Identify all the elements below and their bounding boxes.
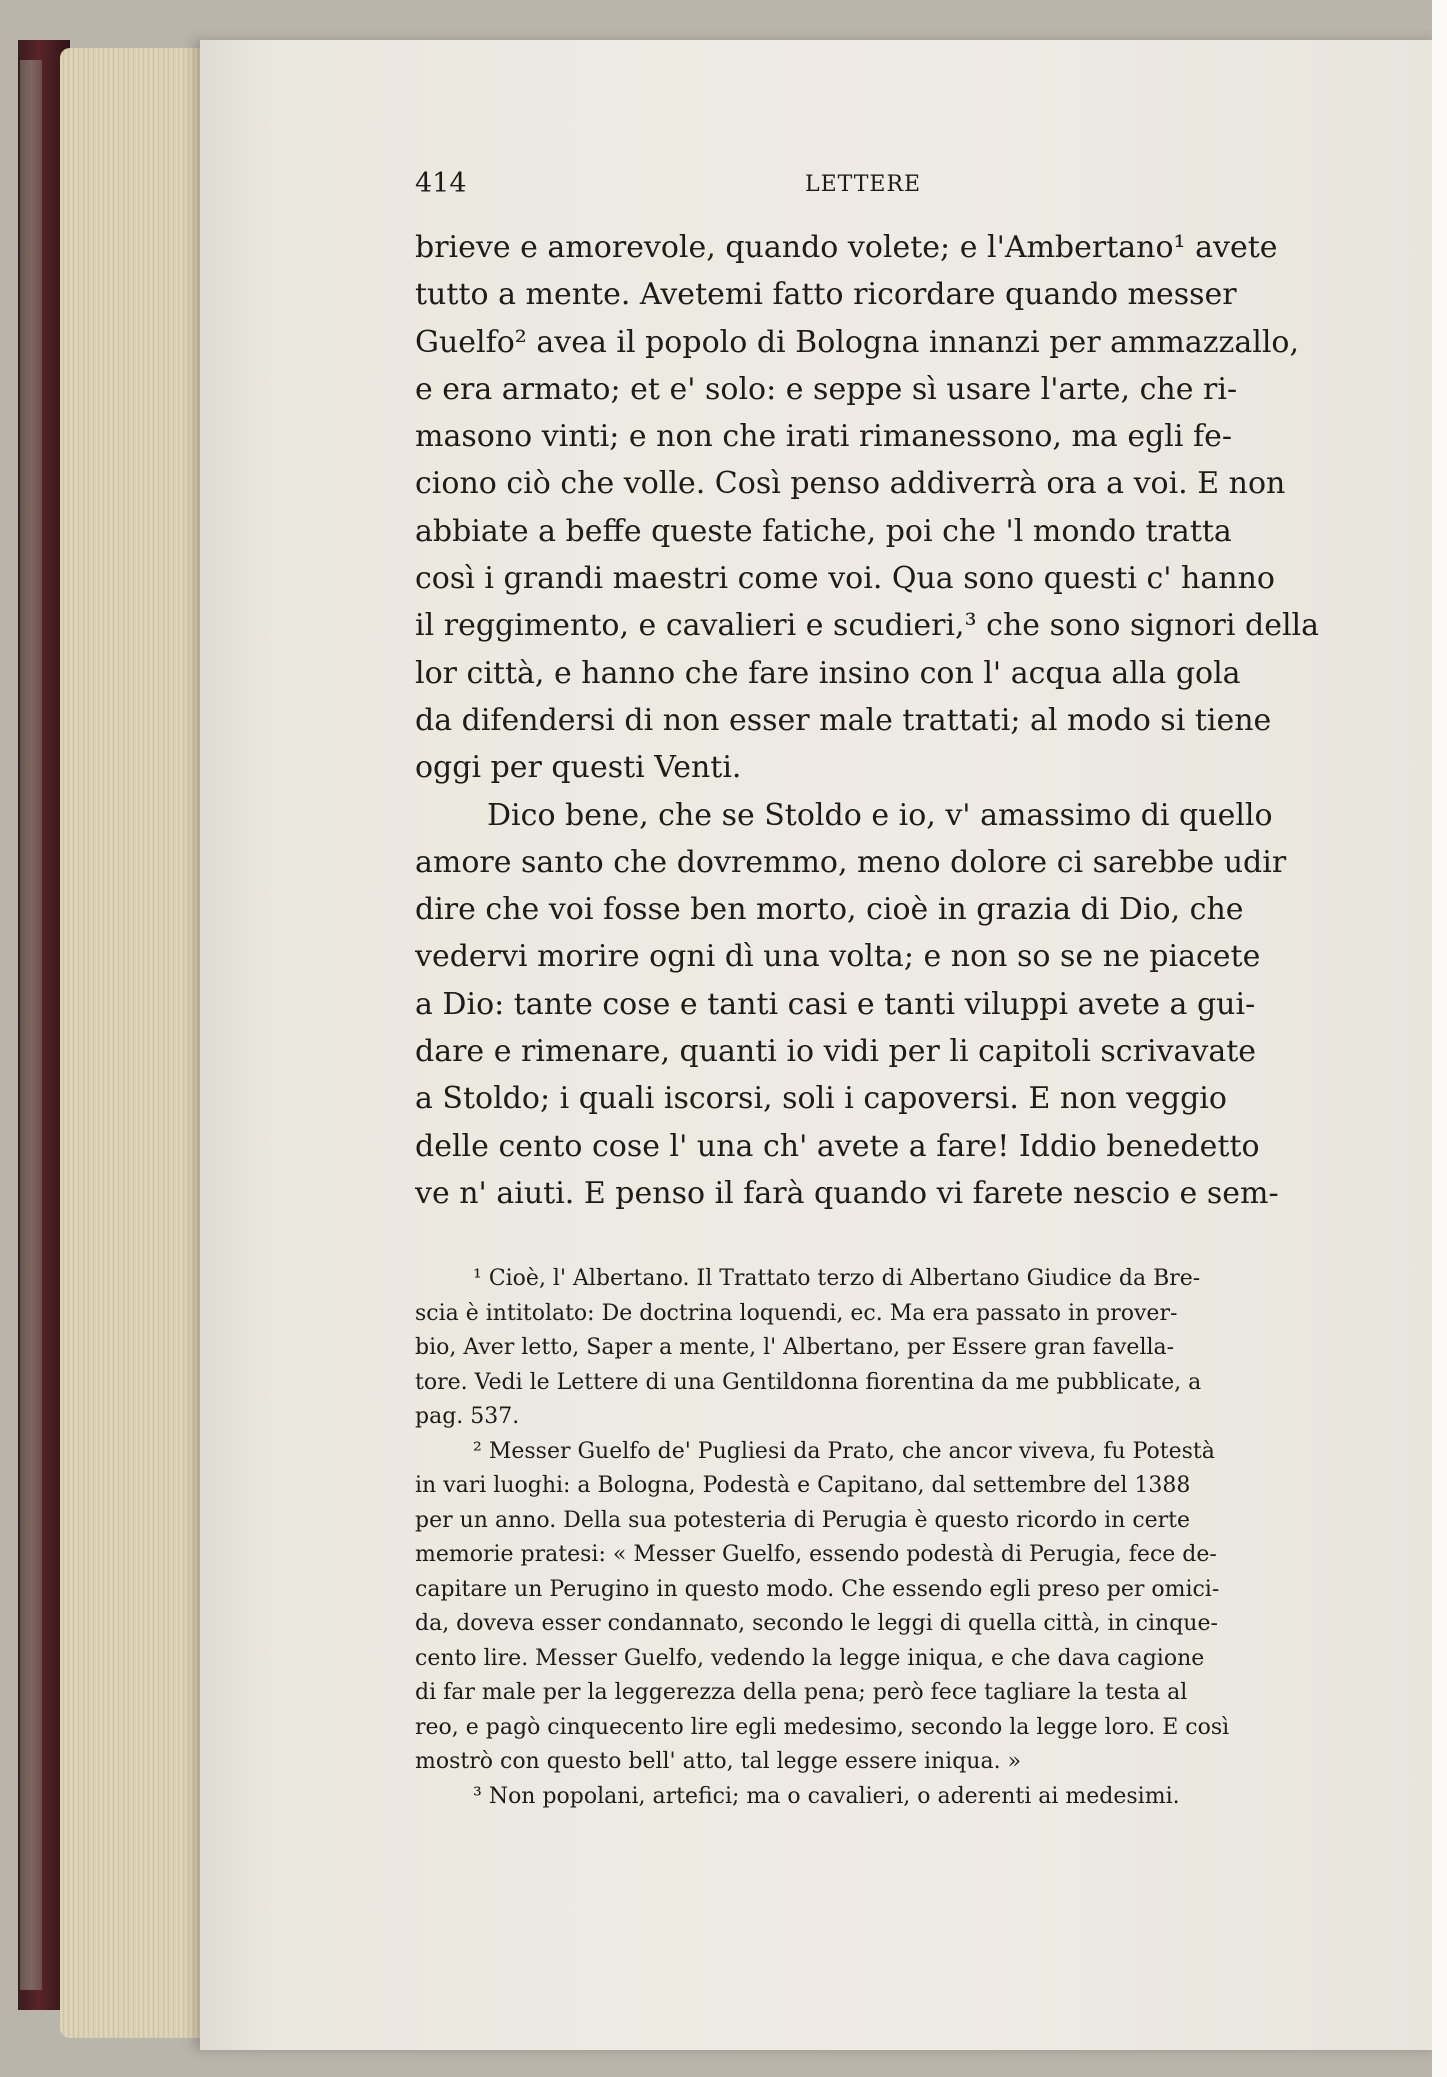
footnote-line: capitare un Perugino in questo modo. Che essendo egli preso per omici- (415, 1576, 1220, 1602)
footnote-line: tore. Vedi le Lettere di una Gentildonna fiorentina da me pubblicate, a (415, 1369, 1202, 1395)
body-line: e era armato; et e' solo: e seppe sì usare l'arte, che ri- (415, 371, 1238, 407)
body-line: Dico bene, che se Stoldo e io, v' amassimo di quello (487, 797, 1273, 833)
running-head: LETTERE (805, 172, 922, 197)
body-line: oggi per questi Venti. (415, 750, 742, 786)
body-line: dare e rimenare, quanti io vidi per li capitoli scrivavate (415, 1034, 1257, 1070)
footnote-line: memorie pratesi: « Messer Guelfo, essendo podestà di Perugia, fece de- (415, 1542, 1217, 1567)
footnote-line: per un anno. Della sua potesteria di Perugia è questo ricordo in certe (415, 1507, 1191, 1533)
body-line: a Dio: tante cose e tanti casi e tanti viluppi avete a gui- (415, 986, 1256, 1022)
body-line: delle cento cose l' una ch' avete a fare! Iddio benedetto (415, 1128, 1260, 1164)
body-line: amore santo che dovremmo, meno dolore ci sarebbe udir (415, 844, 1287, 880)
footnote-line: bio, Aver letto, Saper a mente, l' Albertano, per Essere gran favella- (415, 1335, 1175, 1360)
body-line: brieve e amorevole, quando volete; e l'Ambertano¹ avete (415, 230, 1278, 265)
footnote-line: in vari luoghi: a Bologna, Podestà e Capitano, dal settembre del 1388 (415, 1473, 1191, 1498)
body-text (415, 224, 1320, 1217)
footnote-line: ² Messer Guelfo de' Pugliesi da Prato, che ancor viveva, fu Potestà (473, 1438, 1215, 1464)
body-line: lor città, e hanno che fare insino con l' acqua alla gola (415, 655, 1241, 691)
footnotes (415, 1262, 1315, 1814)
body-line: da difendersi di non esser male trattati; al modo si tiene (415, 702, 1272, 738)
page-header (415, 168, 1315, 208)
body-line: vedervi morire ogni dì una volta; e non so se ne piacete (415, 939, 1261, 975)
body-line: abbiate a beffe queste fatiche, poi che 'l mondo tratta (415, 513, 1232, 549)
body-line: il reggimento, e cavalieri e scudieri,³ che sono signori della (415, 608, 1320, 644)
body-line: ciono ciò che volle. Così penso addiverrà ora a voi. E non (415, 466, 1286, 502)
footnote-line: ³ Non popolani, artefici; ma o cavalieri, o aderenti ai medesimi. (473, 1783, 1180, 1809)
body-line: dire che voi fosse ben morto, cioè in grazia di Dio, che (415, 892, 1244, 928)
page-edges (60, 48, 210, 2038)
body-line: tutto a mente. Avetemi fatto ricordare quando messer (415, 277, 1237, 313)
footnote-line: reo, e pagò cinquecento lire egli medesimo, secondo la legge loro. E così (415, 1714, 1230, 1740)
footnote-line: scia è intitolato: De doctrina loquendi, ec. Ma era passato in prover- (415, 1300, 1178, 1326)
body-line: così i grandi maestri come voi. Qua sono questi c' hanno (415, 561, 1275, 597)
spine-wear (20, 60, 42, 1990)
page-number: 414 (415, 168, 467, 199)
footnote-line: cento lire. Messer Guelfo, vedendo la legge iniqua, e che dava cagione (415, 1645, 1205, 1671)
footnote-line: ¹ Cioè, l' Albertano. Il Trattato terzo di Albertano Giudice da Bre- (473, 1266, 1201, 1291)
footnote-line: mostrò con questo bell' atto, tal legge essere iniqua. » (415, 1749, 1022, 1774)
footnote-line: di far male per la leggerezza della pena; però fece tagliare la testa al (415, 1680, 1188, 1705)
body-line: a Stoldo; i quali iscorsi, soli i capoversi. E non veggio (415, 1081, 1227, 1117)
body-line: masono vinti; e non che irati rimanessono, ma egli fe- (415, 419, 1233, 455)
footnote-line: da, doveva esser condannato, secondo le leggi di quella città, in cinque- (415, 1611, 1218, 1636)
body-line: ve n' aiuti. E penso il farà quando vi farete nescio e sem- (415, 1175, 1279, 1211)
footnote-line: pag. 537. (415, 1404, 520, 1429)
body-line: Guelfo² avea il popolo di Bologna innanzi per ammazzallo, (415, 324, 1300, 360)
background-strip (1432, 0, 1447, 2077)
